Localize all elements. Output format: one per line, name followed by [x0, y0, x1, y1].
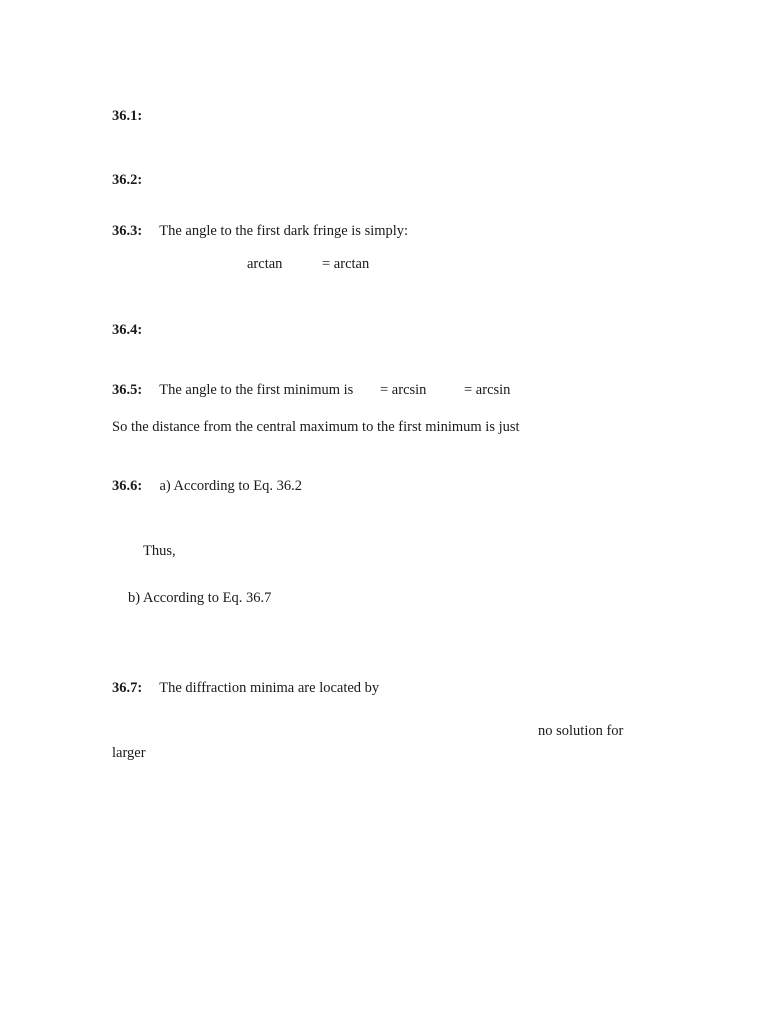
problem-text: The angle to the first dark fringe is simply:	[159, 223, 409, 239]
problem-number: 36.2:	[112, 172, 143, 188]
problem-36-7	[112, 679, 379, 697]
problem-number: 36.5:	[112, 382, 143, 398]
problem-36-5	[112, 381, 353, 399]
problem-number: 36.6:	[112, 478, 143, 494]
problem-36-4	[112, 321, 142, 339]
equation-arctan-right: = arctan	[322, 256, 370, 272]
problem-number: 36.3:	[112, 223, 143, 239]
equation-arctan-left: arctan	[247, 256, 283, 272]
equation-arcsin-right: = arcsin	[464, 382, 511, 398]
problem-number: 36.1:	[112, 108, 143, 124]
problem-number: 36.7:	[112, 680, 143, 696]
problem-36-6	[112, 477, 302, 495]
problem-36-2	[112, 171, 142, 189]
no-solution-text: no solution for	[538, 723, 624, 739]
equation-arcsin-left: = arcsin	[380, 382, 427, 398]
problem-text: The diffraction minima are located by	[159, 680, 380, 696]
part-a-text: a) According to Eq. 36.2	[159, 478, 303, 494]
problem-text: The angle to the first minimum is	[159, 382, 354, 398]
problem-number: 36.4:	[112, 322, 143, 338]
problem-36-3	[112, 222, 408, 240]
part-b-text: b) According to Eq. 36.7	[128, 590, 272, 606]
larger-text: larger	[112, 745, 146, 761]
problem-text-continued: So the distance from the central maximum to the first minimum is just	[112, 419, 520, 435]
problem-36-1	[112, 107, 142, 125]
thus-text: Thus,	[143, 543, 176, 559]
